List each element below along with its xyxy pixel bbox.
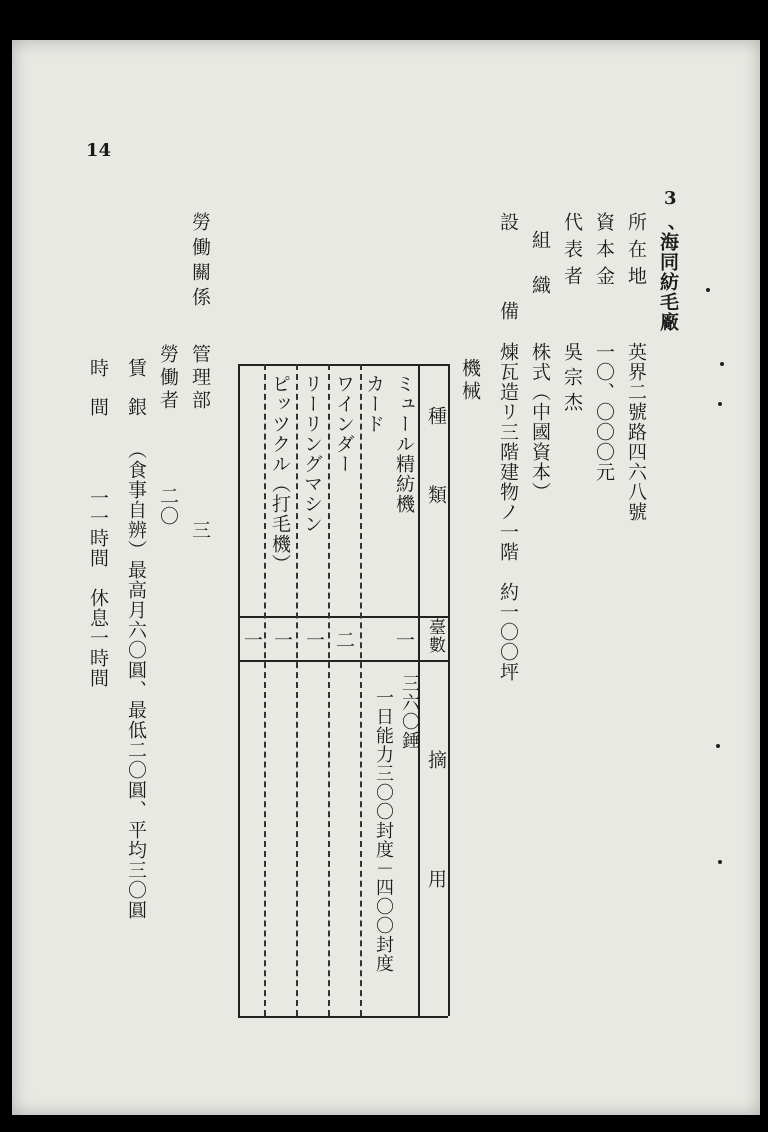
table-row-remark: 一日能力三〇〇封度－四〇〇封度 [373, 688, 394, 973]
equipment-value: 煉瓦造リ三階建物ノ一階 約一〇〇坪 [497, 342, 519, 682]
table-row-type: リーリングマシン [301, 374, 323, 534]
representative-value: 吳宗杰 [561, 342, 583, 417]
page-number: 14 [86, 140, 112, 161]
equipment-label: 設備 [497, 212, 519, 390]
representative-label: 代表者 [561, 212, 583, 293]
table-header-type: 種類 [425, 406, 447, 564]
wage-value: （食事自辨）最高月六〇圓、最低二〇圓、平均三〇圓 [125, 440, 147, 920]
margin-mark [706, 288, 710, 292]
margin-mark [718, 402, 722, 406]
table-row-line-3 [296, 364, 298, 1016]
hours-label: 時間 [87, 358, 109, 436]
labor-heading: 勞働關係 [189, 212, 211, 312]
table-header-count: 臺數 [425, 618, 445, 654]
table-right-border [448, 364, 450, 1016]
table-row-line-1 [360, 364, 362, 1016]
section-number: 3 [664, 188, 677, 209]
table-row-count: 一 [393, 630, 415, 650]
capital-label: 資本金 [593, 212, 615, 293]
table-row-type: ピッツクル（打毛機） [269, 374, 291, 574]
table-row-line-2 [328, 364, 330, 1016]
table-row-type: ミュール精紡機 [393, 374, 415, 514]
table-row-type: ワインダー [333, 374, 355, 474]
organization-value: 株式（中國資本） [529, 342, 551, 502]
management-label: 管理部 [189, 344, 211, 413]
location-value: 英界二號路四六八號 [625, 342, 647, 522]
table-row-count: 一 [303, 630, 325, 650]
management-value: 三 [189, 520, 211, 540]
table-bottom-border [238, 1016, 448, 1018]
table-row-type: カード [363, 374, 385, 434]
table-header-divider [238, 616, 448, 618]
margin-mark [718, 860, 722, 864]
capital-value: 一〇、〇〇〇元 [593, 342, 615, 482]
margin-mark [720, 362, 724, 366]
table-row-remark: 三六〇錘 [399, 674, 420, 750]
document-page [12, 40, 760, 1115]
table-left-border [238, 364, 240, 1016]
location-label: 所在地 [625, 212, 647, 293]
table-row-count: 一 [271, 630, 293, 650]
table-header-remark: 摘用 [425, 750, 447, 988]
table-top-border [238, 364, 448, 366]
table-row-count: 一 [241, 630, 263, 650]
section-title: 海同紡毛廠 [657, 232, 679, 332]
table-row-line-4 [264, 364, 266, 1016]
section-comma: 、 [668, 212, 686, 233]
hours-value: 一一時間 休息一時間 [87, 488, 109, 688]
margin-mark [716, 744, 720, 748]
workers-label: 勞働者 [157, 344, 179, 413]
table-row-count: 二 [333, 630, 355, 650]
table-count-divider [238, 660, 448, 662]
wage-label: 賃銀 [125, 358, 147, 436]
workers-value: 二〇 [157, 486, 179, 526]
machinery-label: 機械 [459, 358, 481, 404]
organization-label: 組織 [529, 230, 551, 320]
